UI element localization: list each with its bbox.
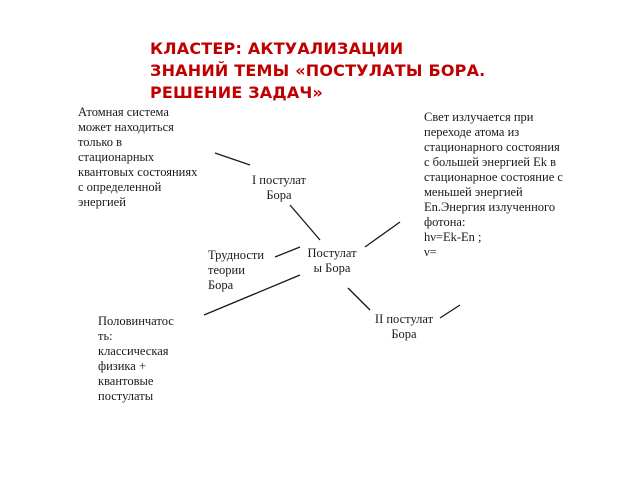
link-difficulties-to-postulates: [275, 247, 300, 257]
link-postulate1-to-postulates: [290, 205, 320, 240]
title-line-2: ЗНАНИЙ ТЕМЫ «ПОСТУЛАТЫ БОРА.: [150, 61, 486, 80]
node-difficulties: Трудности теории Бора: [208, 248, 265, 292]
link-postulates-to-postulate2: [348, 288, 370, 310]
node-postulate-2: II постулат Бора: [374, 312, 434, 341]
node-half-heartedness: Половинчатос ть: классическая физика + квантовые постулаты: [98, 314, 174, 403]
node-postulate-1: I постулат Бора: [251, 173, 306, 202]
title-line-3: РЕШЕНИЕ ЗАДАЧ»: [150, 83, 324, 102]
node-light-emission: Свет излучается при переходе атома из стационарного состояния с большей энергией Еk в стационарное состояние с меньшей энергией En.Энергия излученного фотона: hν=Ek-En ; ν=: [424, 110, 563, 259]
link-atomic-to-postulate1: [215, 153, 250, 165]
link-light-to-postulates: [365, 222, 400, 247]
node-bohr-postulates: Постулат ы Бора: [307, 246, 357, 275]
node-atomic-system: Атомная система может находиться только в стационарных квантовых состояниях с определенной энергией: [78, 105, 198, 209]
title-line-1: КЛАСТЕР: АКТУАЛИЗАЦИИ: [150, 39, 404, 58]
